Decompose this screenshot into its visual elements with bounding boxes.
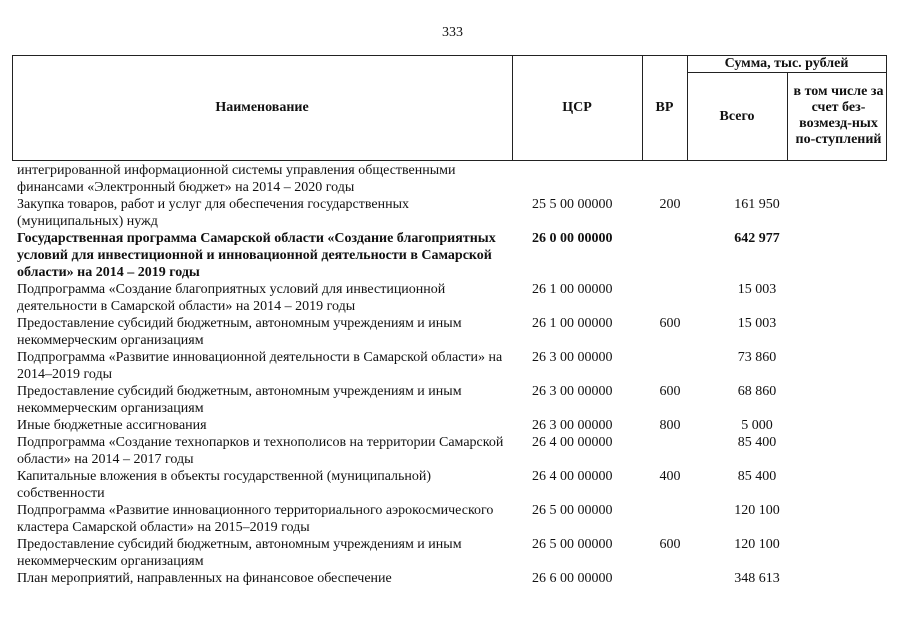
row-name: Предоставление субсидий бюджетным, автономным учреждениям и иным некоммерческим организациям — [17, 384, 462, 416]
row-csr: 26 4 00 00000 — [532, 469, 613, 484]
table-row — [17, 502, 887, 536]
row-total: 348 613 — [734, 571, 780, 586]
table-row — [17, 315, 887, 349]
row-csr: 26 4 00 00000 — [532, 435, 613, 450]
row-name: Подпрограмма «Создание технопарков и технополисов на территории Самарской области» на 2014 – 2017 годы — [17, 435, 504, 467]
row-csr: 25 5 00 00000 — [532, 197, 613, 212]
table-header — [12, 55, 886, 161]
row-vr: 800 — [659, 418, 681, 433]
row-csr: 26 5 00 00000 — [532, 537, 613, 552]
row-vr: 600 — [659, 316, 681, 331]
table-row — [17, 434, 887, 468]
row-name: Подпрограмма «Развитие инновационной деятельности в Самарской области» на 2014–2019 годы — [17, 350, 503, 382]
header-name: Наименование — [215, 100, 309, 115]
page-number: 333 — [442, 25, 463, 40]
row-csr: 26 1 00 00000 — [532, 316, 613, 331]
row-total: 120 100 — [734, 537, 780, 552]
row-vr: 600 — [659, 537, 681, 552]
table-row — [17, 417, 887, 434]
row-name: Подпрограмма «Развитие инновационного территориального аэрокосмического кластера Самарской области» на 2015–2019 годы — [17, 503, 494, 535]
row-total: 15 003 — [737, 282, 777, 297]
row-name: План мероприятий, направленных на финансовое обеспечение — [17, 571, 392, 586]
table-row — [17, 536, 887, 570]
row-vr: 200 — [659, 197, 681, 212]
row-total: 85 400 — [737, 469, 777, 484]
row-total: 15 003 — [737, 316, 777, 331]
row-vr: 400 — [659, 469, 681, 484]
row-name: Закупка товаров, работ и услуг для обеспечения государственных (муниципальных) нужд — [17, 197, 410, 229]
header-gratuitous: в том числе за счет без-возмезд-ных по-ступлений — [793, 84, 884, 147]
table-row — [17, 230, 887, 281]
row-total: 85 400 — [737, 435, 777, 450]
row-total: 5 000 — [741, 418, 773, 433]
header-vr: ВР — [655, 100, 674, 115]
header-sum-group: Сумма, тыс. рублей — [724, 56, 849, 71]
header-total: Всего — [719, 108, 755, 124]
row-name: Подпрограмма «Создание благоприятных условий для инвестиционной деятельности в Самарской области» на 2014 – 2019 годы — [17, 282, 446, 314]
row-csr: 26 1 00 00000 — [532, 282, 613, 297]
table-row — [17, 570, 887, 587]
table-body — [17, 162, 887, 587]
row-total: 642 977 — [734, 231, 780, 246]
header-csr: ЦСР — [562, 100, 592, 115]
row-csr: 26 3 00 00000 — [532, 350, 613, 365]
row-csr: 26 3 00 00000 — [532, 418, 613, 433]
row-name: Предоставление субсидий бюджетным, автономным учреждениям и иным некоммерческим организациям — [17, 316, 462, 348]
row-name: Государственная программа Самарской области «Создание благоприятных условий для инвестиционной и инновационной деятельности в Самарской области» на 2014 – 2019 годы — [17, 231, 496, 280]
row-total: 120 100 — [734, 503, 780, 518]
row-total: 161 950 — [734, 197, 780, 212]
table-row — [17, 196, 887, 230]
row-csr: 26 3 00 00000 — [532, 384, 613, 399]
row-csr: 26 0 00 00000 — [532, 231, 613, 246]
row-name: интегрированной информационной системы управления общественными финансами «Электронный бюджет» на 2014 – 2020 годы — [17, 163, 456, 195]
row-name: Капитальные вложения в объекты государственной (муниципальной) собственности — [17, 469, 432, 501]
row-name: Предоставление субсидий бюджетным, автономным учреждениям и иным некоммерческим организациям — [17, 537, 462, 569]
row-csr: 26 6 00 00000 — [532, 571, 613, 586]
table-row — [17, 349, 887, 383]
table-row — [17, 281, 887, 315]
table-row — [17, 468, 887, 502]
row-vr: 600 — [659, 384, 681, 399]
table-row — [17, 383, 887, 417]
row-total: 73 860 — [737, 350, 777, 365]
row-total: 68 860 — [737, 384, 777, 399]
row-csr: 26 5 00 00000 — [532, 503, 613, 518]
table-row — [17, 162, 887, 196]
row-name: Иные бюджетные ассигнования — [17, 418, 207, 433]
